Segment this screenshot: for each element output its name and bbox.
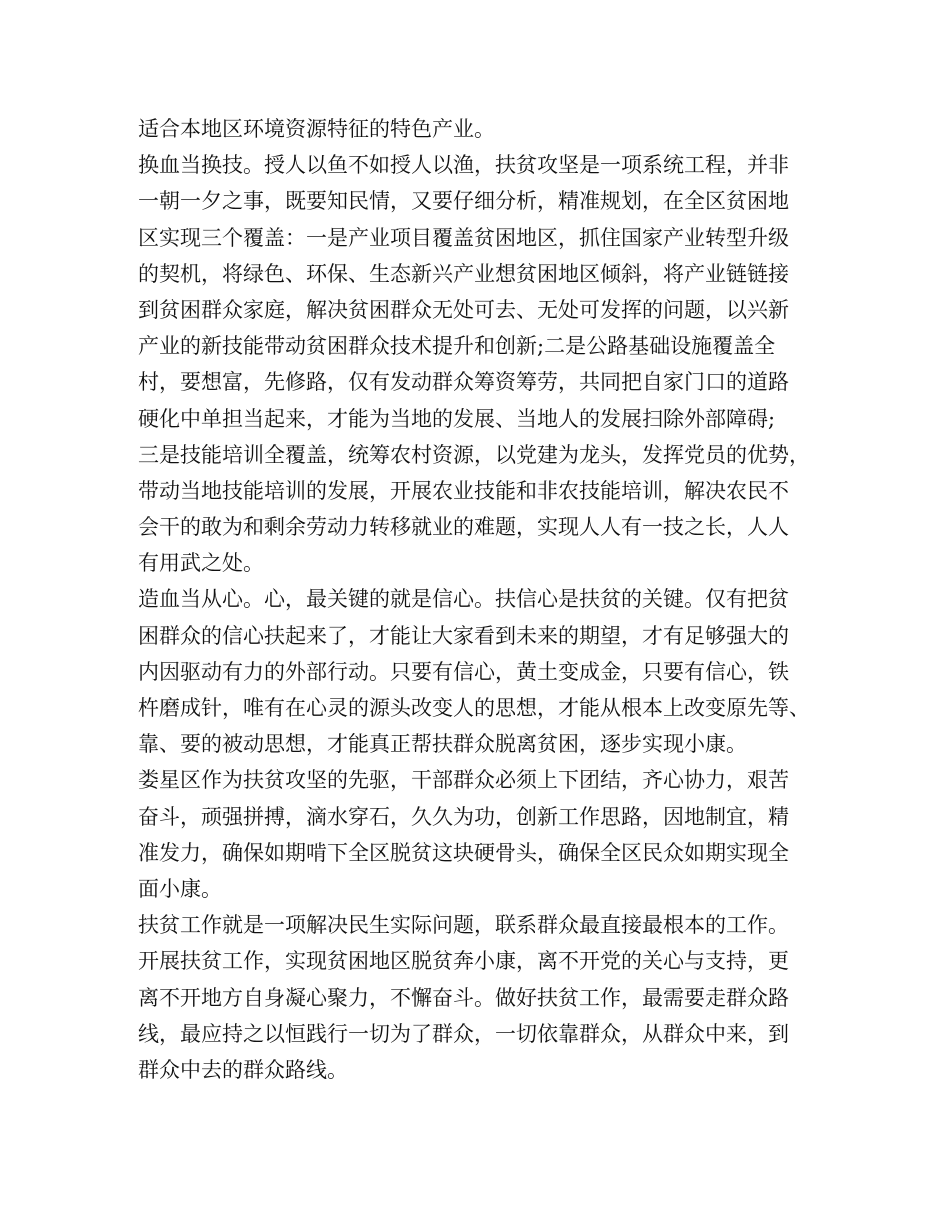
paragraph-4 (138, 762, 828, 907)
text-line: 造血当从心。心，最关键的就是信心。扶信心是扶贫的关键。仅有把贫 (138, 587, 789, 612)
text-line: 杵磨成针，唯有在心灵的源头改变人的思想，才能从根本上改变原先等、 (138, 696, 810, 720)
text-line: 开展扶贫工作，实现贫困地区脱贫奔小康，离不开党的关心与支持，更 (138, 949, 789, 974)
text-line: 适合本地区环境资源特征的特色产业。 (138, 117, 495, 141)
text-line: 换血当换技。授人以鱼不如授人以渔，扶贫攻坚是一项系统工程，并非 (138, 153, 789, 178)
text-line: 村，要想富，先修路，仅有发动群众筹资筹劳，共同把自家门口的道路 (138, 370, 789, 395)
text-line: 到贫困群众家庭，解决贫困群众无处可去、无处可发挥的问题，以兴新 (138, 297, 789, 322)
text-line: 有用武之处。 (138, 551, 264, 576)
text-line: 扶贫工作就是一项解决民生实际问题，联系群众最直接最根本的工作。 (138, 913, 789, 938)
document-body (138, 111, 828, 1088)
text-line: 靠、要的被动思想，才能真正帮扶群众脱离贫困，逐步实现小康。 (138, 732, 747, 757)
text-line: 的契机，将绿色、环保、生态新兴产业想贫困地区倾斜，将产业链链接 (138, 261, 789, 286)
text-line: 三是技能培训全覆盖，统筹农村资源，以党建为龙头，发挥党员的优势， (138, 442, 810, 467)
text-line: 内因驱动有力的外部行动。只要有信心，黄土变成金，只要有信心，铁 (138, 659, 789, 684)
text-line: 娄星区作为扶贫攻坚的先驱，干部群众必须上下团结，齐心协力，艰苦 (138, 768, 789, 793)
text-line: 硬化中单担当起来，才能为当地的发展、当地人的发展扫除外部障碍; (138, 406, 776, 431)
text-line: 离不开地方自身凝心聚力，不懈奋斗。做好扶贫工作，最需要走群众路 (138, 985, 789, 1010)
text-line: 准发力，确保如期啃下全区脱贫这块硬骨头，确保全区民众如期实现全 (138, 840, 789, 865)
text-line: 会干的敢为和剩余劳动力转移就业的难题，实现人人有一技之长，人人 (138, 515, 789, 540)
paragraph-5 (138, 907, 828, 943)
text-line: 奋斗，顽强拼搏，滴水穿石，久久为功，创新工作思路，因地制宜，精 (138, 804, 789, 829)
text-line: 群众中去的群众路线。 (138, 1057, 348, 1082)
paragraph-2 (138, 147, 828, 581)
text-line: 困群众的信心扶起来了，才能让大家看到未来的期望，才有足够强大的 (138, 623, 789, 648)
text-line: 带动当地技能培训的发展，开展农业技能和非农技能培训，解决农民不 (138, 478, 789, 503)
text-line: 一朝一夕之事，既要知民情，又要仔细分析，精准规划，在全区贫困地 (138, 189, 789, 214)
text-line: 面小康。 (138, 876, 222, 901)
text-line: 线，最应持之以恒践行一切为了群众，一切依靠群众，从群众中来，到 (138, 1021, 789, 1046)
paragraph-3 (138, 581, 828, 762)
text-line: 区实现三个覆盖：一是产业项目覆盖贫困地区，抓住国家产业转型升级 (138, 225, 789, 250)
paragraph-1 (138, 111, 828, 147)
text-line: 产业的新技能带动贫困群众技术提升和创新;二是公路基础设施覆盖全 (138, 334, 776, 359)
paragraph-6 (138, 943, 828, 1088)
